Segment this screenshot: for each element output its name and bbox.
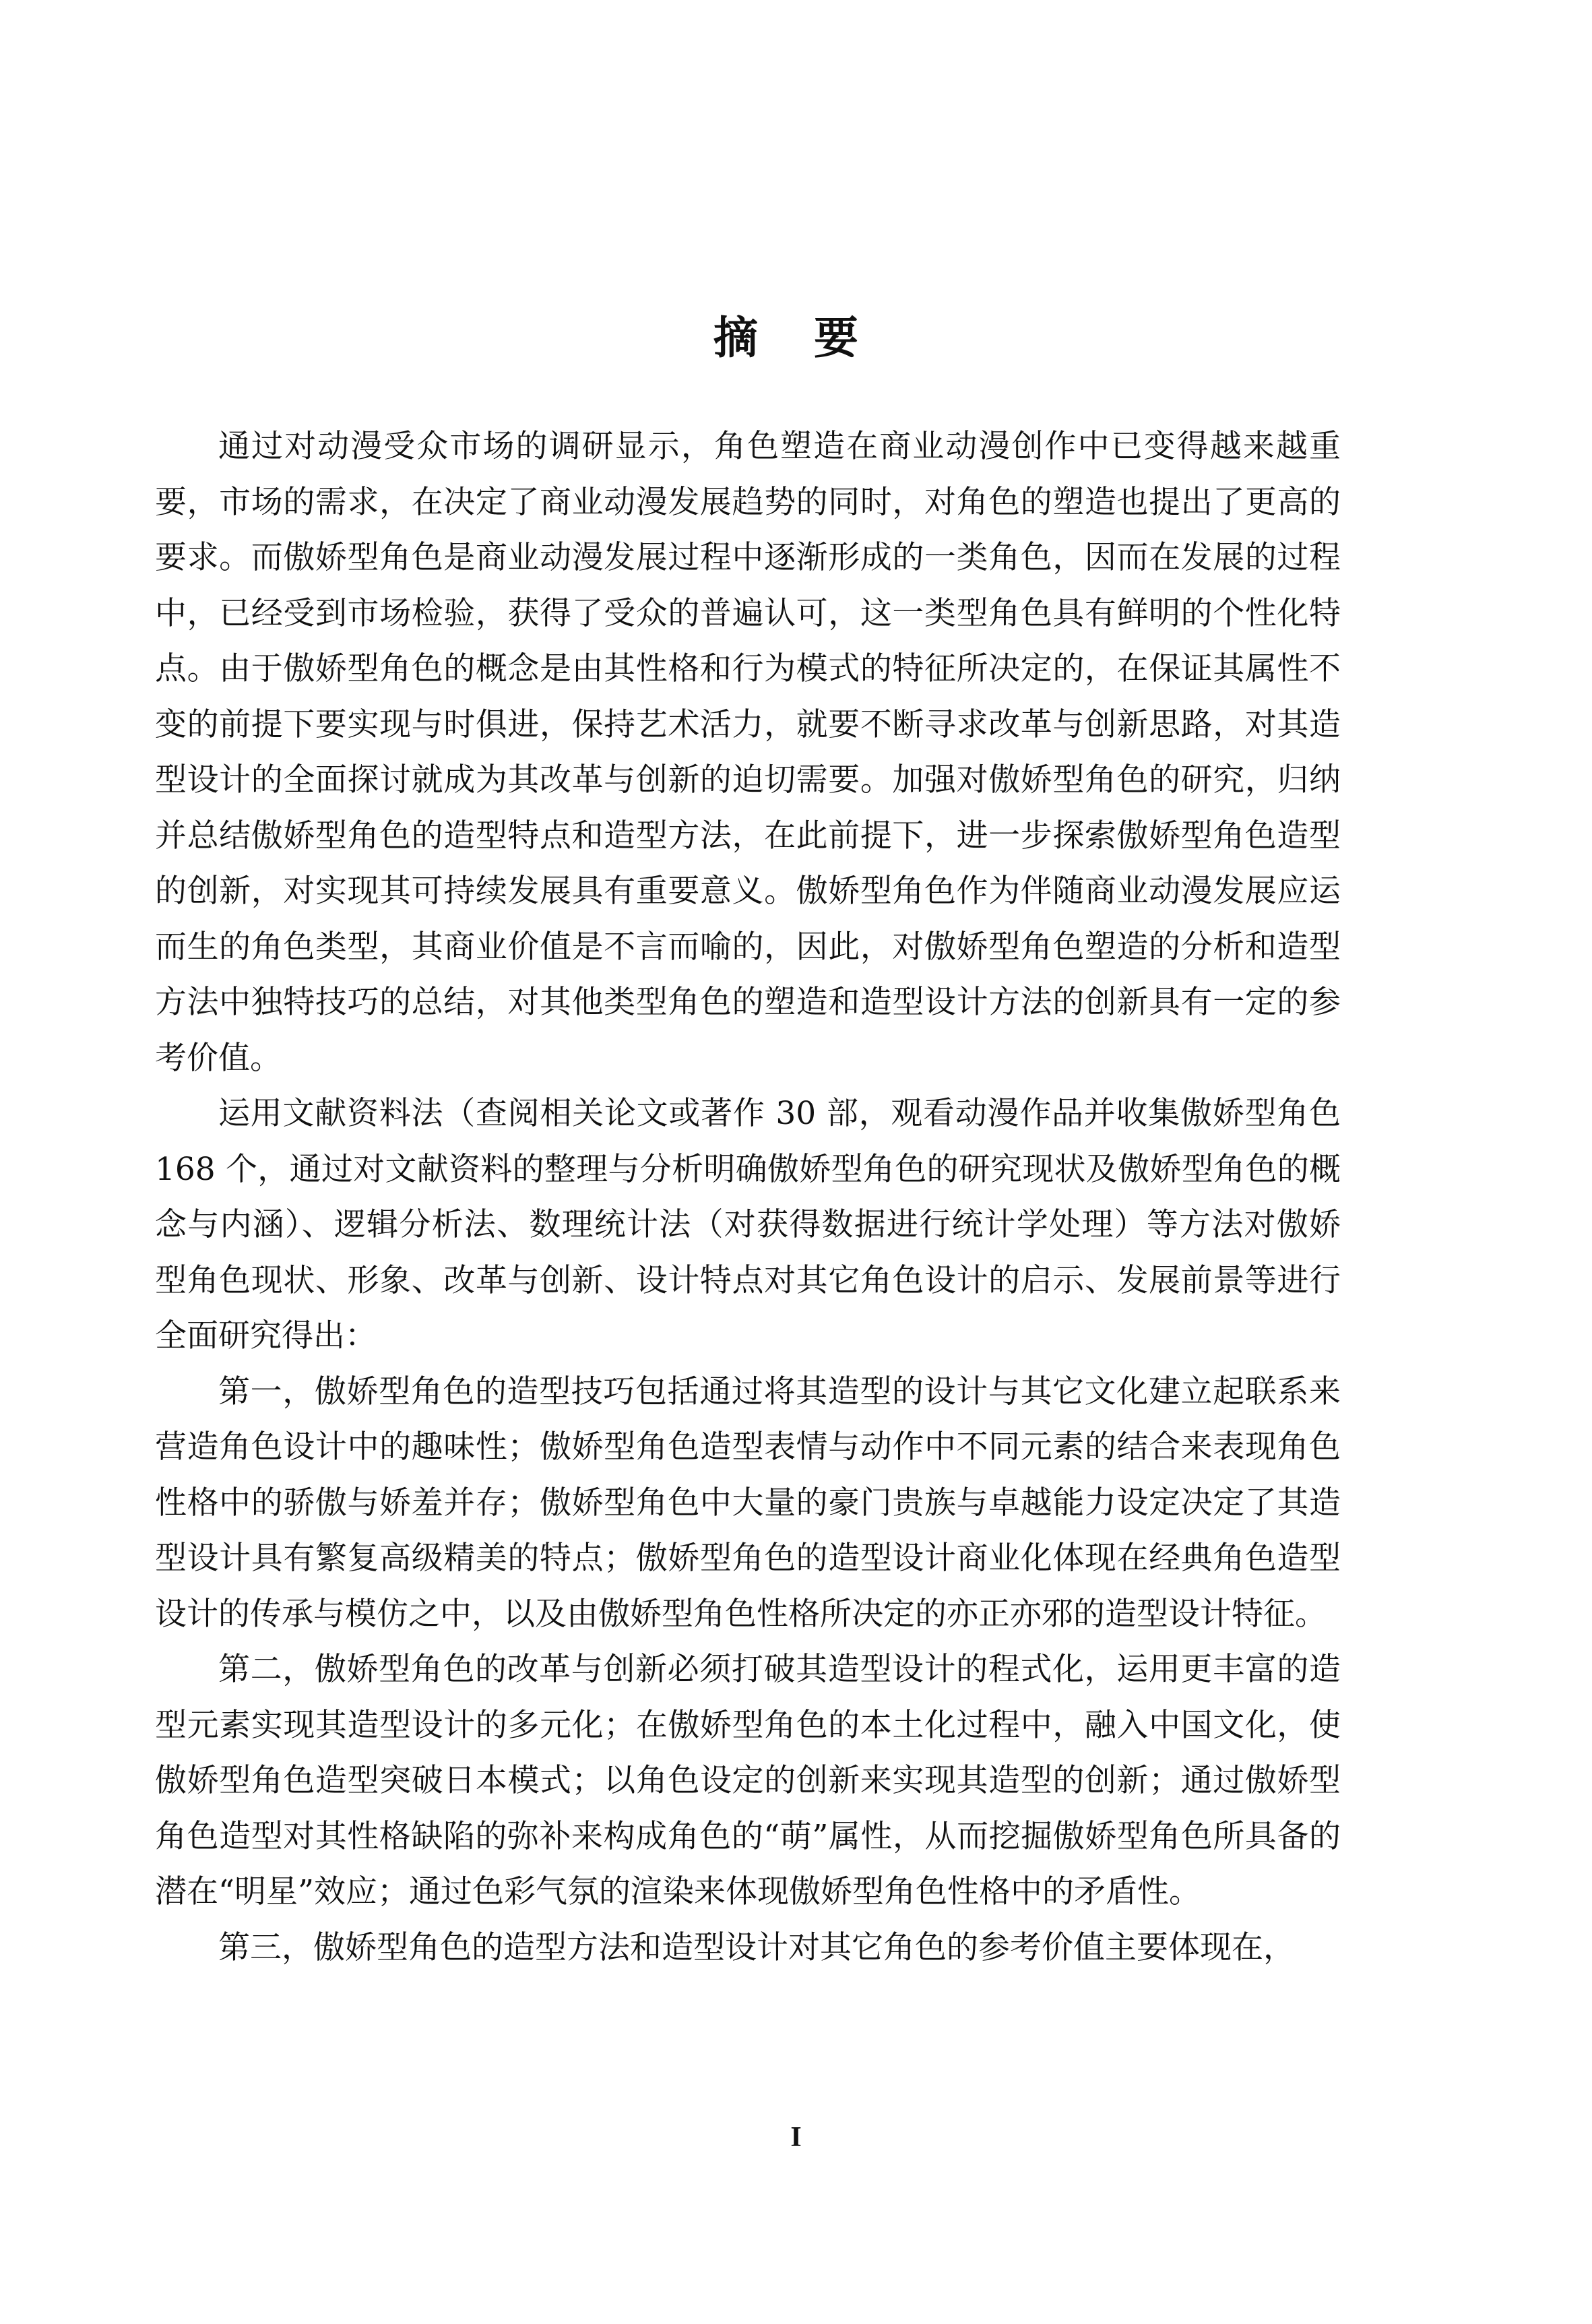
paragraph: 第三，傲娇型角色的造型方法和造型设计对其它角色的参考价值主要体现在， [218,1928,1295,1966]
page-title: 摘 要 [713,312,879,364]
abstract-body [155,419,1341,1976]
paragraph: 第一，傲娇型角色的造型技巧包括通过将其造型的设计与其它文化建立起联系来营造角色设计中的趣味性；傲娇型角色造型表情与动作中不同元素的结合来表现角色性格中的骄傲与娇羞并存；傲娇型角色中大量的豪门贵族与卓越能力设定决定了其造型设计具有繁复高级精美的特点；傲娇型角色的造型设计商业化体现在经典角色造型设计的传承与模仿之中，以及由傲娇型角色性格所决定的亦正亦邪的造型设计特征。 [155,1373,1341,1633]
paragraph: 运用文献资料法（查阅相关论文或著作 30 部，观看动漫作品并收集傲娇型角色 168 个，通过对文献资料的整理与分析明确傲娇型角色的研究现状及傲娇型角色的概念与内涵）、逻辑分析法、数理统计法（对获得数据进行统计学处理）等方法对傲娇型角色现状、形象、改革与创新、设计特点对其它角色设计的启示、发展前景等进行全面研究得出： [155,1095,1341,1354]
page-number: I [790,2122,802,2153]
paragraph: 通过对动漫受众市场的调研显示，角色塑造在商业动漫创作中已变得越来越重要，市场的需求，在决定了商业动漫发展趋势的同时，对角色的塑造也提出了更高的要求。而傲娇型角色是商业动漫发展过程中逐渐形成的一类角色，因而在发展的过程中，已经受到市场检验，获得了受众的普遍认可，这一类型角色具有鲜明的个性化特点。由于傲娇型角色的概念是由其性格和行为模式的特征所决定的，在保证其属性不变的前提下要实现与时俱进，保持艺术活力，就要不断寻求改革与创新思路，对其造型设计的全面探讨就成为其改革与创新的迫切需要。加强对傲娇型角色的研究，归纳并总结傲娇型角色的造型特点和造型方法，在此前提下，进一步探索傲娇型角色造型的创新，对实现其可持续发展具有重要意义。傲娇型角色作为伴随商业动漫发展应运而生的角色类型，其商业价值是不言而喻的，因此，对傲娇型角色塑造的分析和造型方法中独特技巧的总结，对其他类型角色的塑造和造型设计方法的创新具有一定的参考价值。 [155,428,1341,1077]
paragraph: 第二，傲娇型角色的改革与创新必须打破其造型设计的程式化，运用更丰富的造型元素实现其造型设计的多元化；在傲娇型角色的本土化过程中，融入中国文化，使傲娇型角色造型突破日本模式；以角色设定的创新来实现其造型的创新；通过傲娇型角色造型对其性格缺陷的弥补来构成角色的“萌”属性，从而挖掘傲娇型角色所具备的潜在“明星”效应；通过色彩气氛的渲染来体现傲娇型角色性格中的矛盾性。 [155,1651,1341,1910]
